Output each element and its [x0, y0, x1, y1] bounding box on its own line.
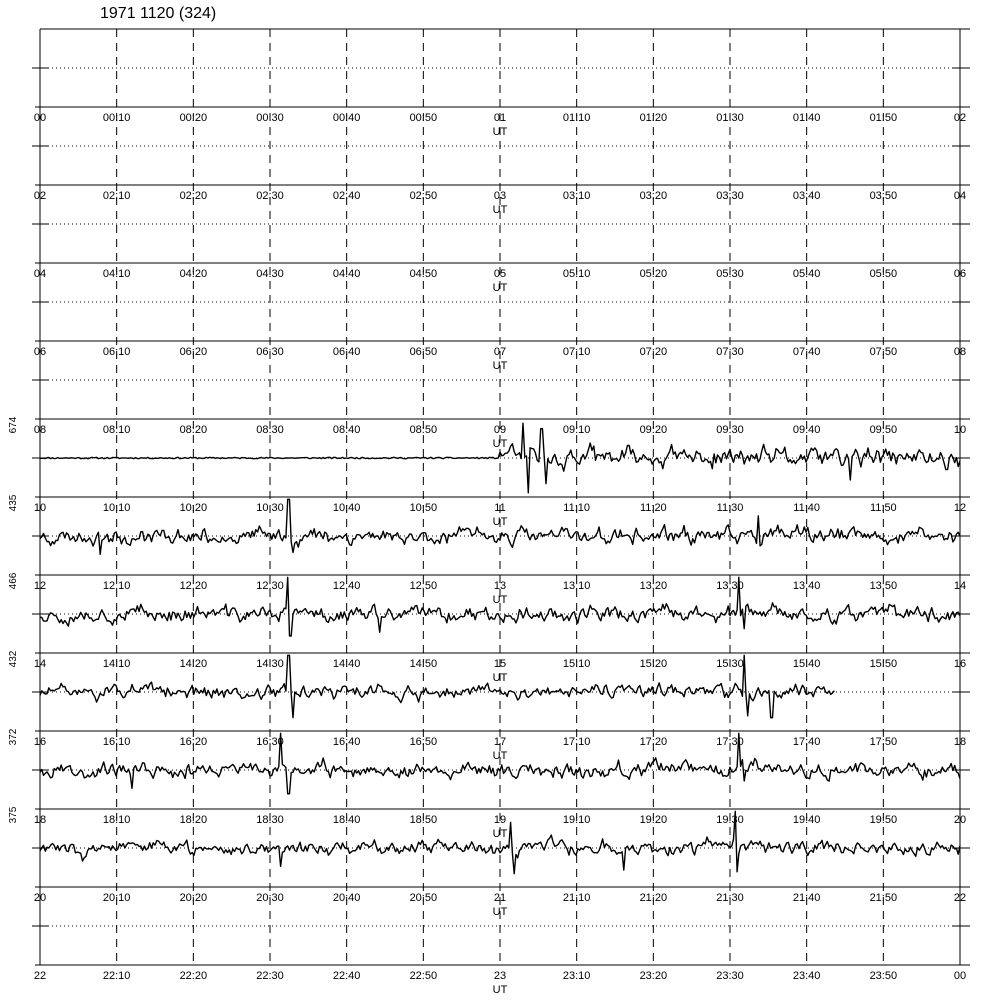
tick-label: 17:20 [639, 736, 668, 748]
tick-label: 22 [33, 970, 47, 982]
axis-label-ut: UT [492, 672, 508, 684]
tick-label: 14 [33, 658, 47, 670]
tick-label: 04 [33, 268, 47, 280]
tick-label: 04:20 [179, 268, 208, 280]
axis-label-ut: UT [492, 594, 508, 606]
tick-label: 22:30 [256, 970, 284, 982]
tick-label: 02:50 [409, 190, 438, 202]
tick-label: 15:30 [716, 658, 744, 670]
tick-label: 20 [33, 892, 47, 904]
tick-label: 06:20 [179, 346, 208, 358]
tick-label: 09:10 [562, 424, 591, 436]
tick-label: 12 [33, 580, 47, 592]
axis-label-ut: UT [492, 282, 508, 294]
tick-label: 10:10 [102, 502, 131, 514]
tick-label: 11 [494, 502, 506, 514]
tick-label: 14:30 [256, 658, 284, 670]
tick-label: 07 [493, 346, 507, 358]
tick-label: 20:30 [256, 892, 284, 904]
tick-label: 23:50 [869, 970, 898, 982]
tick-label: 21:10 [562, 892, 591, 904]
tick-label: 05:10 [562, 268, 591, 280]
tick-label: 08:30 [256, 424, 284, 436]
tick-label: 11:10 [563, 502, 591, 514]
tick-label: 08:20 [179, 424, 208, 436]
tick-label: 14:20 [179, 658, 208, 670]
tick-label: 05 [493, 268, 507, 280]
tick-label: 00:30 [256, 112, 284, 124]
tick-label: 23:30 [716, 970, 744, 982]
tick-label: 12 [953, 502, 967, 514]
axis-label-ut: UT [492, 750, 508, 762]
tick-label: 00:50 [409, 112, 438, 124]
tick-label: 21 [493, 892, 507, 904]
tick-label: 10:40 [332, 502, 361, 514]
tick-label: 20:20 [179, 892, 208, 904]
tick-label: 22:40 [332, 970, 361, 982]
scale-label: 372 [8, 728, 19, 746]
tick-label: 11:40 [793, 502, 821, 514]
tick-label: 05:30 [716, 268, 744, 280]
tick-label: 11:50 [869, 502, 897, 514]
tick-label: 03:10 [562, 190, 591, 202]
tick-label: 20:10 [102, 892, 131, 904]
axis-label-ut: UT [492, 204, 508, 216]
tick-label: 04:40 [332, 268, 361, 280]
tick-label: 03 [493, 190, 507, 202]
tick-label: 16:50 [409, 736, 438, 748]
tick-label: 00 [33, 112, 47, 124]
tick-label: 09:50 [869, 424, 898, 436]
tick-label: 09 [493, 424, 507, 436]
tick-label: 14:50 [409, 658, 438, 670]
tick-label: 18 [953, 736, 967, 748]
tick-label: 09:20 [639, 424, 668, 436]
tick-label: 08 [953, 346, 967, 358]
tick-label: 10:50 [409, 502, 438, 514]
tick-label: 06 [33, 346, 47, 358]
tick-label: 00:10 [102, 112, 131, 124]
tick-label: 17:30 [716, 736, 744, 748]
tick-label: 01 [493, 112, 507, 124]
tick-label: 13:40 [792, 580, 821, 592]
tick-label: 08:50 [409, 424, 438, 436]
tick-label: 22:10 [102, 970, 131, 982]
tick-label: 01:50 [869, 112, 898, 124]
tick-label: 07:50 [869, 346, 898, 358]
tick-label: 23:10 [562, 970, 591, 982]
tick-label: 13:50 [869, 580, 898, 592]
tick-label: 12:20 [179, 580, 208, 592]
tick-label: 16:20 [179, 736, 208, 748]
tick-label: 19:50 [869, 814, 898, 826]
tick-label: 18 [33, 814, 47, 826]
tick-label: 06:40 [332, 346, 361, 358]
tick-label: 09:30 [716, 424, 744, 436]
axis-label-ut: UT [492, 360, 508, 372]
tick-label: 04 [953, 190, 967, 202]
tick-label: 23:20 [639, 970, 668, 982]
tick-label: 19:20 [639, 814, 668, 826]
tick-label: 05:20 [639, 268, 668, 280]
tick-label: 22:20 [179, 970, 208, 982]
tick-label: 17:50 [869, 736, 898, 748]
tick-label: 18:20 [179, 814, 208, 826]
tick-label: 13:30 [716, 580, 744, 592]
tick-label: 13:10 [562, 580, 591, 592]
tick-label: 15:40 [792, 658, 821, 670]
scale-label: 375 [8, 806, 19, 824]
tick-label: 13:20 [639, 580, 668, 592]
tick-label: 02:10 [102, 190, 131, 202]
tick-label: 12:30 [256, 580, 284, 592]
tick-label: 12:10 [102, 580, 131, 592]
tick-label: 07:10 [562, 346, 591, 358]
tick-label: 19:10 [562, 814, 591, 826]
axis-label-ut: UT [492, 438, 508, 450]
tick-label: 11:20 [639, 502, 667, 514]
tick-label: 15:50 [869, 658, 898, 670]
seismogram-trace [40, 655, 834, 717]
tick-label: 16:30 [256, 736, 284, 748]
tick-label: 01:40 [792, 112, 821, 124]
tick-label: 17:10 [562, 736, 591, 748]
tick-label: 21:40 [792, 892, 821, 904]
tick-label: 20 [953, 814, 967, 826]
axis-label-ut: UT [492, 984, 508, 996]
tick-label: 09:40 [792, 424, 821, 436]
tick-label: 19:30 [716, 814, 744, 826]
tick-label: 16 [33, 736, 47, 748]
tick-label: 23 [493, 970, 507, 982]
tick-label: 08:40 [332, 424, 361, 436]
tick-label: 08:10 [102, 424, 131, 436]
tick-label: 13 [493, 580, 507, 592]
tick-label: 08 [33, 424, 47, 436]
tick-label: 18:40 [332, 814, 361, 826]
tick-label: 06 [953, 268, 967, 280]
axis-label-ut: UT [492, 906, 508, 918]
scale-label: 674 [8, 416, 19, 434]
tick-label: 16:40 [332, 736, 361, 748]
tick-label: 05:40 [792, 268, 821, 280]
tick-label: 02:20 [179, 190, 208, 202]
tick-label: 12:50 [409, 580, 438, 592]
tick-label: 10:20 [179, 502, 208, 514]
tick-label: 04:10 [102, 268, 131, 280]
scale-label: 432 [8, 650, 19, 668]
tick-label: 10:30 [256, 502, 284, 514]
tick-label: 03:30 [716, 190, 744, 202]
tick-label: 00:40 [332, 112, 361, 124]
tick-label: 01:30 [716, 112, 744, 124]
scale-label: 435 [8, 494, 19, 512]
tick-label: 05:50 [869, 268, 898, 280]
tick-label: 15:20 [639, 658, 668, 670]
tick-label: 17:40 [792, 736, 821, 748]
axis-label-ut: UT [492, 516, 508, 528]
tick-label: 07:20 [639, 346, 668, 358]
tick-label: 16:10 [102, 736, 131, 748]
tick-label: 01:20 [639, 112, 668, 124]
tick-label: 21:50 [869, 892, 898, 904]
tick-label: 04:50 [409, 268, 438, 280]
tick-label: 02:30 [256, 190, 284, 202]
tick-label: 03:20 [639, 190, 668, 202]
tick-label: 14 [953, 580, 967, 592]
tick-label: 02:40 [332, 190, 361, 202]
tick-label: 07:40 [792, 346, 821, 358]
tick-label: 20:40 [332, 892, 361, 904]
tick-label: 06:30 [256, 346, 284, 358]
tick-label: 22 [953, 892, 967, 904]
tick-label: 21:20 [639, 892, 668, 904]
tick-label: 02 [33, 190, 47, 202]
tick-label: 10 [953, 424, 967, 436]
tick-label: 17 [493, 736, 507, 748]
tick-label: 03:40 [792, 190, 821, 202]
scale-label: 466 [8, 572, 19, 590]
tick-label: 18:30 [256, 814, 284, 826]
tick-label: 03:50 [869, 190, 898, 202]
axis-label-ut: UT [492, 126, 508, 138]
tick-label: 22:50 [409, 970, 438, 982]
axis-label-ut: UT [492, 828, 508, 840]
tick-label: 19 [493, 814, 507, 826]
chart-title: 1971 1120 (324) [100, 5, 217, 22]
tick-label: 00 [953, 970, 967, 982]
tick-label: 20:50 [409, 892, 438, 904]
tick-label: 07:30 [716, 346, 744, 358]
tick-label: 15 [493, 658, 507, 670]
tick-label: 01:10 [562, 112, 591, 124]
tick-label: 16 [953, 658, 967, 670]
tick-label: 14:40 [332, 658, 361, 670]
tick-label: 12:40 [332, 580, 361, 592]
tick-label: 19:40 [792, 814, 821, 826]
tick-label: 18:10 [102, 814, 131, 826]
tick-label: 18:50 [409, 814, 438, 826]
tick-label: 21:30 [716, 892, 744, 904]
tick-label: 11:30 [716, 502, 744, 514]
tick-label: 02 [953, 112, 967, 124]
tick-label: 06:10 [102, 346, 131, 358]
tick-label: 15:10 [562, 658, 591, 670]
tick-label: 10 [33, 502, 47, 514]
tick-label: 06:50 [409, 346, 438, 358]
tick-label: 04:30 [256, 268, 284, 280]
tick-label: 14:10 [102, 658, 131, 670]
tick-label: 23:40 [792, 970, 821, 982]
tick-label: 00:20 [179, 112, 208, 124]
